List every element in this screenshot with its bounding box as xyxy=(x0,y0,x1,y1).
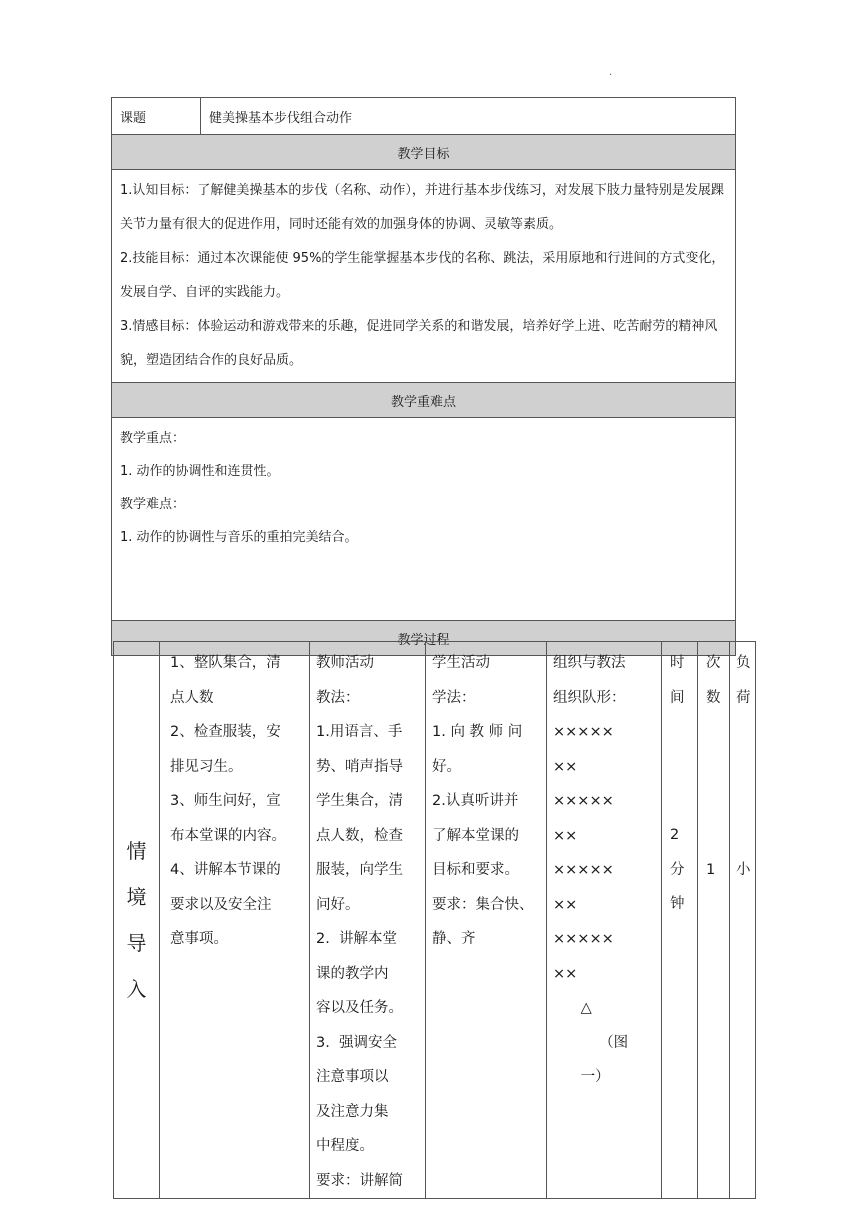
formation-row: ××××× xyxy=(553,724,614,740)
formation-row: ××××× xyxy=(553,931,614,947)
teacher-line: 课的教学内 xyxy=(316,965,389,982)
content-line: 3、师生问好，宣 xyxy=(170,793,281,809)
count-value: 1 xyxy=(706,862,716,878)
time-value: 2 xyxy=(670,827,680,843)
student-line: 1. 向 教 师 问 xyxy=(432,724,523,740)
content-line: 布本堂课的内容。 xyxy=(170,827,286,844)
process-heading: 教学过程 xyxy=(112,621,736,656)
teacher-triangle-icon: △ xyxy=(553,1000,592,1016)
focus-item: 1. 动作的协调性和连贯性。 xyxy=(120,464,280,479)
teacher-line: 1.用语言、手 xyxy=(316,724,403,740)
teacher-activity xyxy=(310,642,426,1199)
objectives-heading: 教学目标 xyxy=(112,135,736,170)
teacher-line: 容以及任务。 xyxy=(316,1000,403,1016)
objectives-body xyxy=(112,170,736,383)
stage-name-char: 境 xyxy=(126,885,147,909)
teacher-line: 中程度。 xyxy=(316,1138,374,1154)
time-column xyxy=(662,642,698,1199)
focus-label: 教学重点： xyxy=(120,431,186,446)
student-line: 好。 xyxy=(432,758,461,775)
formation-row: ××××× xyxy=(553,793,614,809)
teacher-line: 要求：讲解简 xyxy=(316,1172,403,1189)
lesson-title: 健美操基本步伐组合动作 xyxy=(201,98,736,135)
student-line: 学生活动 xyxy=(432,655,490,671)
teacher-line: 教师活动 xyxy=(316,655,374,671)
stage-content xyxy=(160,642,310,1199)
student-line: 了解本堂课的 xyxy=(432,827,519,844)
time-value: 钟 xyxy=(670,896,685,912)
stage-name-char: 入 xyxy=(126,977,147,1001)
figure-caption: （图 xyxy=(553,1034,629,1051)
student-line: 目标和要求。 xyxy=(432,862,519,878)
student-activity xyxy=(426,642,547,1199)
content-line: 4、讲解本节课的 xyxy=(170,862,281,878)
teacher-line: 2. 讲解本堂 xyxy=(316,931,398,947)
teacher-line: 问好。 xyxy=(316,896,360,913)
organization-line: 组织与教法 xyxy=(553,655,626,671)
header-mark: · xyxy=(609,70,613,81)
content-line: 要求以及安全注 xyxy=(170,896,272,913)
time-value: 分 xyxy=(670,861,685,878)
objective-item: 1.认知目标：了解健美操基本的步伐（名称、动作），并进行基本步伐练习，对发展下肢力量特别是发展踝关节力量有很大的促进作用，同时还能有效的加强身体的协调、灵敏等素质。 xyxy=(120,183,724,232)
figure-caption: 一） xyxy=(553,1069,610,1085)
load-column xyxy=(730,642,756,1199)
teacher-line: 注意事项以 xyxy=(316,1069,389,1085)
count-column xyxy=(698,642,730,1199)
difficulty-item: 1. 动作的协调性与音乐的重拍完美结合。 xyxy=(120,530,358,545)
difficulty-label: 教学难点： xyxy=(120,497,186,512)
teacher-line: 教法： xyxy=(316,689,360,706)
lesson-label: 课题 xyxy=(112,98,201,135)
student-line: 学法： xyxy=(432,689,476,706)
teacher-line: 服装，向学生 xyxy=(316,862,403,878)
load-header: 负 xyxy=(736,655,751,671)
formation-row: ×× xyxy=(553,758,578,775)
teacher-line: 及注意力集 xyxy=(316,1103,389,1120)
formation-row: ××××× xyxy=(553,862,614,878)
formation-row: ×× xyxy=(553,827,578,844)
formation-row: ×× xyxy=(553,965,578,982)
objective-item: 3.情感目标：体验运动和游戏带来的乐趣，促进同学关系的和谐发展，培养好学上进、吃苦耐劳的精神风貌，塑造团结合作的良好品质。 xyxy=(120,319,718,368)
stage-name-char: 情 xyxy=(126,839,147,863)
count-header: 数 xyxy=(706,689,721,706)
process-table xyxy=(113,641,756,1199)
lesson-plan-table xyxy=(111,97,736,656)
stage-name xyxy=(114,642,160,1199)
content-line: 2、检查服装，安 xyxy=(170,724,281,740)
organization-method xyxy=(547,642,662,1199)
key-points-body xyxy=(112,418,736,621)
student-line: 要求：集合快、 xyxy=(432,896,534,913)
content-line: 意事项。 xyxy=(170,931,228,947)
content-line: 1、整队集合，清 xyxy=(170,655,281,671)
key-points-heading: 教学重难点 xyxy=(112,383,736,418)
load-header: 荷 xyxy=(736,689,751,706)
teacher-line: 点人数，检查 xyxy=(316,827,403,844)
teacher-line: 势、哨声指导 xyxy=(316,758,403,775)
content-line: 点人数 xyxy=(170,689,214,706)
time-header: 时 xyxy=(670,655,685,671)
teacher-line: 3. 强调安全 xyxy=(316,1034,398,1051)
content-line: 排见习生。 xyxy=(170,758,243,775)
student-line: 静、齐 xyxy=(432,931,476,947)
time-header: 间 xyxy=(670,689,685,706)
count-header: 次 xyxy=(706,655,721,671)
organization-line: 组织队形： xyxy=(553,689,626,706)
objective-item: 2.技能目标：通过本次课能使 95%的学生能掌握基本步伐的名称、跳法，采用原地和行进间的方式变化，发展自学、自评的实践能力。 xyxy=(120,251,725,300)
stage-name-char: 导 xyxy=(126,931,147,955)
student-line: 2.认真听讲并 xyxy=(432,793,519,809)
teacher-line: 学生集合，清 xyxy=(316,793,403,809)
load-value: 小 xyxy=(736,862,751,878)
formation-row: ×× xyxy=(553,896,578,913)
